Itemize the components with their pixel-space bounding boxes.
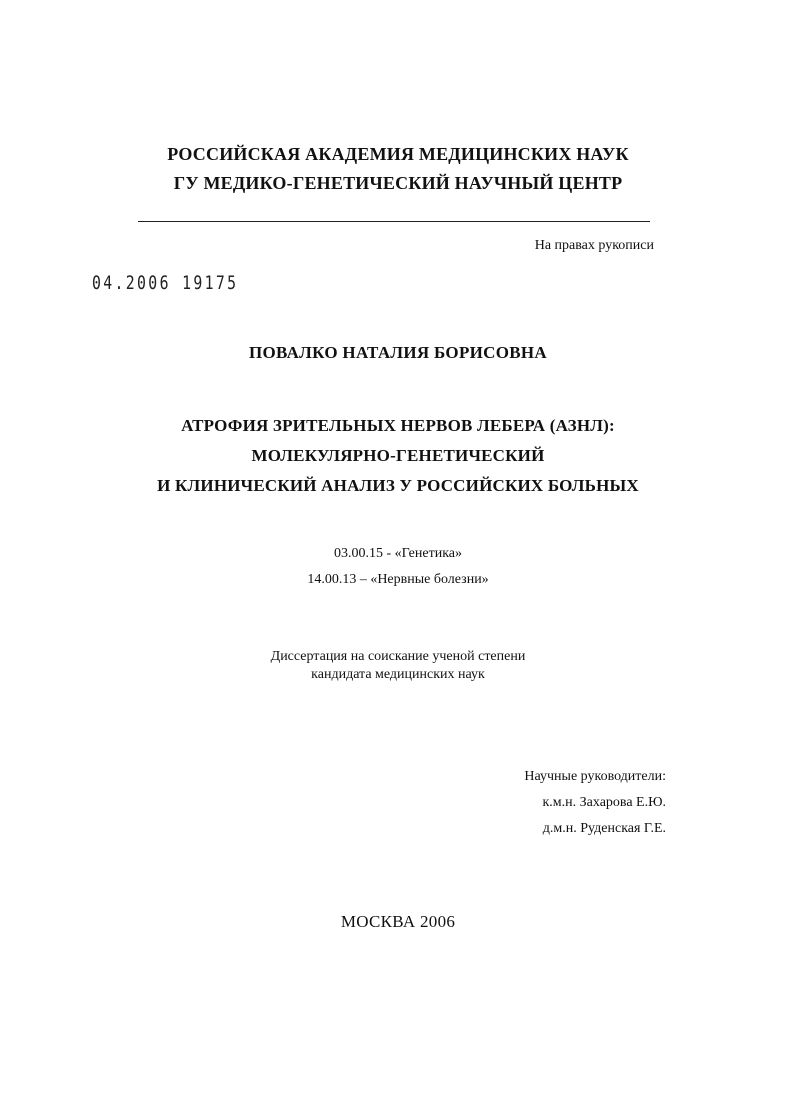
- advisor-name: д.м.н. Руденская Г.Е.: [542, 821, 666, 836]
- degree-line: кандидата медицинских наук: [311, 667, 485, 682]
- org-name-academy: РОССИЙСКАЯ АКАДЕМИЯ МЕДИЦИНСКИХ НАУК: [167, 144, 629, 164]
- specialty-codes: [0, 541, 796, 593]
- scientific-advisors: [524, 764, 666, 842]
- specialty-code: 03.00.15 - «Генетика»: [333, 546, 463, 561]
- registration-stamp-number: 04.2006 19175: [92, 272, 239, 294]
- degree-statement: [0, 648, 796, 684]
- title-line: АТРОФИЯ ЗРИТЕЛЬНЫХ НЕРВОВ ЛЕБЕРА (АЗНЛ):: [181, 416, 615, 435]
- advisors-heading: Научные руководители:: [524, 769, 666, 784]
- degree-line: Диссертация на соискание ученой степени: [270, 649, 526, 664]
- dissertation-title: [0, 411, 796, 501]
- author-name: ПОВАЛКО НАТАЛИЯ БОРИСОВНА: [248, 343, 548, 362]
- specialty-code: 14.00.13 – «Нервные болезни»: [307, 572, 489, 587]
- organization-header: [0, 140, 796, 198]
- manuscript-rights-note: На правах рукописи: [534, 238, 654, 253]
- title-line: И КЛИНИЧЕСКИЙ АНАЛИЗ У РОССИЙСКИХ БОЛЬНЫХ: [157, 476, 639, 495]
- org-name-center: ГУ МЕДИКО-ГЕНЕТИЧЕСКИЙ НАУЧНЫЙ ЦЕНТР: [173, 173, 623, 193]
- city-year: МОСКВА 2006: [340, 912, 456, 931]
- advisor-name: к.м.н. Захарова Е.Ю.: [542, 795, 666, 810]
- title-line: МОЛЕКУЛЯРНО-ГЕНЕТИЧЕСКИЙ: [251, 446, 545, 465]
- header-divider: [138, 221, 650, 222]
